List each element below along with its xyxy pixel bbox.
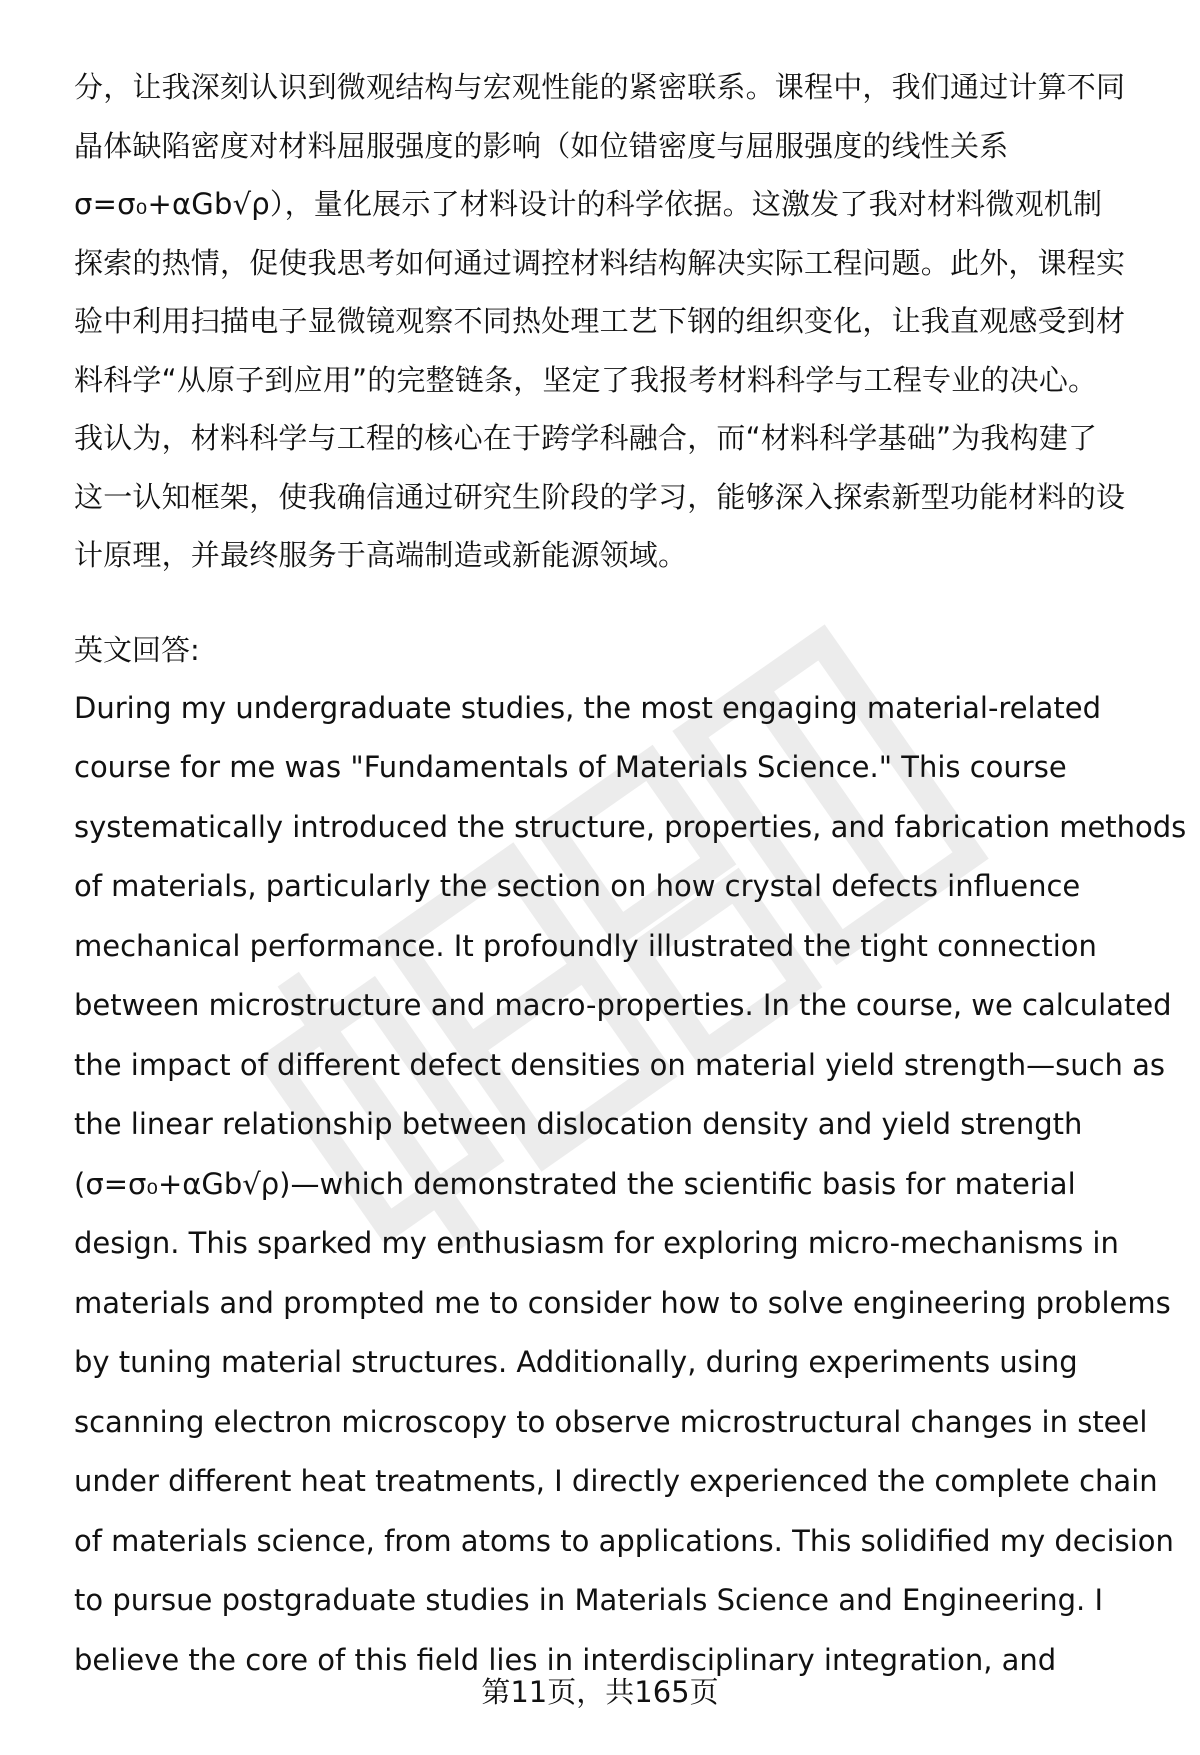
- paragraph-line: 这一认知框架，使我确信通过研究生阶段的学习，能够深入探索新型功能材料的设: [74, 479, 1126, 514]
- paragraph-line: 晶体缺陷密度对材料屈服强度的影响（如位错密度与屈服强度的线性关系: [74, 128, 1009, 163]
- page-content: [74, 58, 1187, 1690]
- paragraph-line: of materials science, from atoms to applications. This solidified my decision: [74, 1523, 1174, 1558]
- paragraph-line: of materials, particularly the section on how crystal defects influence: [74, 869, 1081, 903]
- english-paragraph: [74, 679, 1187, 1691]
- paragraph-line: by tuning material structures. Additionally, during experiments using: [74, 1345, 1078, 1379]
- paragraph-line: to pursue postgraduate studies in Materials Science and Engineering. I: [74, 1583, 1104, 1617]
- chinese-paragraph: [74, 58, 1154, 585]
- paragraph-line: 验中利用扫描电子显微镜观察不同热处理工艺下钢的组织变化，让我直观感受到材: [74, 304, 1126, 338]
- paragraph-line: systematically introduced the structure, properties, and fabrication methods: [74, 809, 1187, 844]
- paragraph-line: design. This sparked my enthusiasm for exploring micro-mechanisms in: [74, 1226, 1119, 1260]
- paragraph-line: scanning electron microscopy to observe microstructural changes in steel: [74, 1404, 1148, 1439]
- paragraph-line: between microstructure and macro-properties. In the course, we calculated: [74, 988, 1172, 1022]
- paragraph-line: believe the core of this field lies in interdisciplinary integration, and: [74, 1642, 1057, 1677]
- paragraph-line: 计原理，并最终服务于高端制造或新能源领域。: [74, 538, 688, 572]
- paragraph-line: 我认为，材料科学与工程的核心在于跨学科融合，而“材料科学基础”为我构建了: [74, 421, 1098, 455]
- paragraph-line: the impact of different defect densities on material yield strength—such as: [74, 1047, 1166, 1082]
- paragraph-line: the linear relationship between dislocation density and yield strength: [74, 1107, 1083, 1141]
- paragraph-line: (σ=σ₀+αGb√ρ)—which demonstrated the scientific basis for material: [74, 1166, 1076, 1201]
- paragraph-line: 料科学“从原子到应用”的完整链条，坚定了我报考材料科学与工程专业的决心。: [74, 362, 1098, 397]
- paragraph-line: During my undergraduate studies, the most engaging material-related: [74, 690, 1102, 725]
- paragraph-line: under different heat treatments, I directly experienced the complete chain: [74, 1464, 1158, 1498]
- english-answer-heading: 英文回答:: [74, 632, 200, 667]
- paragraph-line: mechanical performance. It profoundly illustrated the tight connection: [74, 928, 1097, 963]
- paragraph-line: 分，让我深刻认识到微观结构与宏观性能的紧密联系。课程中，我们通过计算不同: [74, 70, 1126, 104]
- page-number-footer: 第11页，共165页: [481, 1675, 719, 1709]
- paragraph-line: course for me was "Fundamentals of Materials Science." This course: [74, 750, 1067, 784]
- paragraph-line: σ=σ₀+αGb√ρ），量化展示了材料设计的科学依据。这激发了我对材料微观机制: [74, 187, 1103, 221]
- paragraph-line: 探索的热情，促使我思考如何通过调控材料结构解决实际工程问题。此外，课程实: [74, 245, 1126, 280]
- paragraph-line: materials and prompted me to consider how to solve engineering problems: [74, 1285, 1171, 1320]
